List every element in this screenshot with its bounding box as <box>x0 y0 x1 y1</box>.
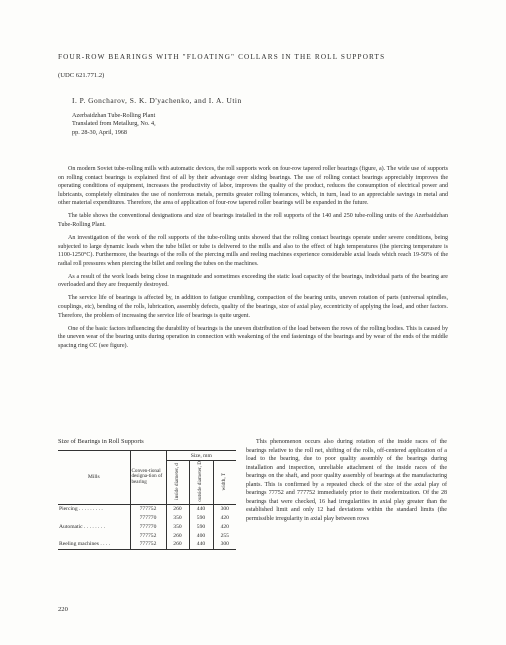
header-outside-diameter: outside diameter, D <box>197 461 204 502</box>
affiliation-line: pp. 28-30, April, 1968 <box>72 128 127 136</box>
affiliation-block <box>72 112 156 137</box>
header-designation: Conven-tional designa-tion of bearing <box>130 451 166 505</box>
author-line: I. P. Goncharov, S. K. D'yachenko, and I. A. Utin <box>72 96 242 105</box>
header-mills: Mills <box>58 451 130 505</box>
affiliation-line: Translated from Metallurg, No. 4, <box>72 120 156 128</box>
article-title: FOUR-ROW BEARINGS WITH "FLOATING" COLLARS IN THE ROLL SUPPORTS <box>58 53 386 61</box>
table-row: 777752 260 400 255 <box>58 531 236 540</box>
right-column <box>246 438 447 523</box>
body-paragraph: This phenomenon occurs also during rotation of the inside races of the bearings relative to the roll net, shifting of the rolls, off-centered application of a load to the bearing, due to poor quality assembly of the bearings during installation and inspection, unreliable attachment of the inside races of the bearings on the shaft, and poor quality assembly of bearings at the manufacturing plants. This is confirmed by a repeated check of the size of the axial play of bearings 77752 and 777752 immediately prior to their modernization. Of the 28 bearings that were checked, 16 had irregularities in axial play greater than the established limit and only 12 had deviations within the standard limits (the permissible irregularity in axial play between rows <box>246 439 447 522</box>
body-paragraph: An investigation of the work of the roll supports of the tube-rolling units showed that the rolling contact bearings operate under severe conditions, being subjected to large dynamic loads when the tube billet or tube is delivered to the mills and also to the effect of high temperatures (the piercing temperature is 1100-1250°C). Furthermore, the bearings of the rolls of the piercing mills and reeling machines experience considerable axial loads which reach 19-50% of the radial roll pressures when piercing the billet and reeling the tubes on the machines. <box>58 235 448 267</box>
page-number: 220 <box>58 606 68 613</box>
bearing-size-table <box>58 450 236 550</box>
table-row: Reeling machines . . . . 777752 260 440 300 <box>58 540 236 549</box>
body-paragraph: The table shows the conventional designations and size of bearings installed in the roll supports of the 140 and 250 tube-rolling units of the Azerbaidzhan Tube-Rolling Plant. <box>58 213 448 228</box>
article-body <box>58 165 448 355</box>
header-width: width, T <box>220 472 227 491</box>
table-row: 777770 350 590 420 <box>58 513 236 522</box>
table-row: Piercing . . . . . . . . . 777752 260 440 300 <box>58 504 236 513</box>
body-paragraph: As a result of the work loads being close in magnitude and sometimes exceeding the static load capacity of the bearings, individual parts of the bearing are overloaded and they are frequently destroyed. <box>58 273 448 289</box>
header-inside-diameter: inside diameter, d <box>173 462 180 500</box>
body-paragraph: One of the basic factors influencing the durability of bearings is the uneven distribution of the load between the rows of the rolling bodies. This is caused by the uneven wear of the bearing units during operation in connection with weakening of the end fastenings of the bearings and by wear of the ends of the middle spacing ring CC (see figure). <box>58 325 448 349</box>
table-caption: Size of Bearings in Roll Supports <box>58 438 144 445</box>
body-paragraph: On modern Soviet tube-rolling mills with automatic devices, the roll supports work on four-row tapered roller bearings (figure, a). The wide use of supports on rolling contact bearings is explained first of all by their advantage over sliding bearings. The use of rolling contact bearings appreciably improves the operating conditions of equipment, increases the productivity of labor, improves the quality of the product, reduces the consumption of electrical power and lubricants, completely eliminates the use of nonferrous metals, permits greater rolling tolerances, which, in turn, lead to an appreciable savings in metal and other material expenditures. Therefore, the area of application of four-row tapered roller bearings will be expanded in the future. <box>58 166 448 207</box>
table-row: Automatic . . . . . . . . 777770 350 590 420 <box>58 522 236 531</box>
affiliation-line: Azerbaidzhan Tube-Rolling Plant <box>72 112 156 119</box>
header-size: Size, mm <box>166 451 236 461</box>
udc-code: (UDC 621.771.2) <box>58 72 105 79</box>
body-paragraph: The service life of bearings is affected by, in addition to fatigue crumbling, compaction of the bearing units, uneven rotation of parts (universal spindles, couplings, etc), bending of the rolls, lubrication, assembly defects, quality of the bearings, size of axial play, eccentricity of applying the load, and other factors. Therefore, the problem of increasing the service life of bearings is quite urgent. <box>58 295 448 319</box>
